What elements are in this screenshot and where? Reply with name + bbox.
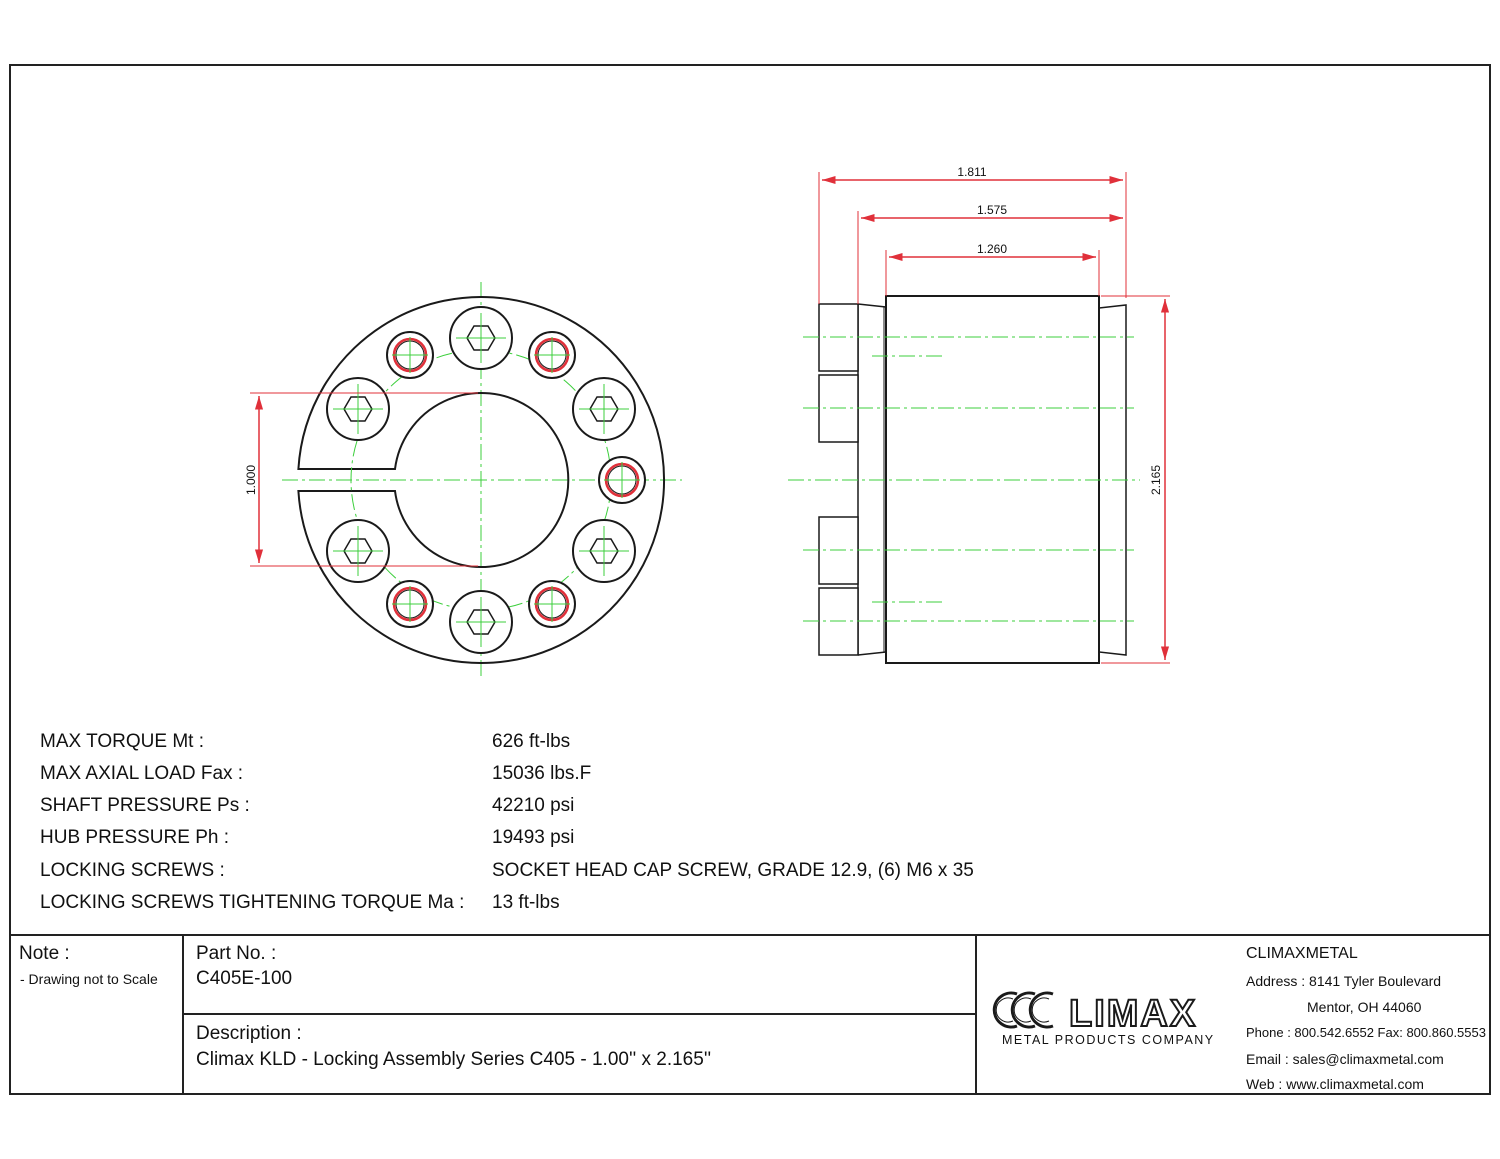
left-taper-top: [858, 304, 886, 307]
threaded-hole-3: [599, 457, 645, 503]
company-address-line1: Address : 8141 Tyler Boulevard: [1246, 973, 1442, 989]
front-view: [244, 282, 682, 680]
company-address-line2: Mentor, OH 44060: [1307, 999, 1422, 1015]
company-name: CLIMAXMETAL: [1246, 945, 1358, 962]
spec-value-tightening-torque: 13 ft-lbs: [492, 892, 560, 913]
threaded-hole-2: [529, 332, 575, 378]
outer-diameter-dimension: [1101, 296, 1170, 663]
locking-screw-6: [450, 591, 512, 653]
spec-label-shaft-pressure: SHAFT PRESSURE Ps :: [40, 795, 250, 816]
title-block-divider-3: [184, 1013, 975, 1015]
part-number-value: C405E-100: [196, 968, 293, 989]
spec-label-max-axial-load: MAX AXIAL LOAD Fax :: [40, 763, 244, 784]
description-value: Climax KLD - Locking Assembly Series C405 - 1.00'' x 2.165'': [196, 1049, 712, 1070]
company-email[interactable]: Email : sales@climaxmetal.com: [1246, 1051, 1444, 1067]
locking-screw-5: [573, 520, 635, 582]
bore-diameter-label: 1.000: [244, 464, 258, 496]
part-number-label: Part No. :: [196, 943, 277, 964]
title-block: [9, 934, 1491, 1095]
side-view: [788, 165, 1170, 663]
locking-screw-4: [327, 520, 389, 582]
hub-length-dimension: [886, 242, 1099, 296]
spec-label-hub-pressure: HUB PRESSURE Ph :: [40, 827, 229, 848]
spec-label-max-torque: MAX TORQUE Mt :: [40, 731, 204, 752]
note-text: - Drawing not to Scale: [20, 971, 158, 987]
locking-screw-2: [327, 378, 389, 440]
locking-screw-3: [573, 378, 635, 440]
title-block-top-border: [9, 934, 1491, 936]
left-taper-bottom: [858, 652, 886, 655]
locking-screw-1: [450, 307, 512, 369]
spec-label-tightening-torque: LOCKING SCREWS TIGHTENING TORQUE Ma :: [40, 892, 465, 913]
mid-length-label: 1.575: [976, 203, 1008, 217]
logo-emblem-icon: [987, 988, 1227, 1034]
overall-length-label: 1.811: [957, 165, 987, 179]
climax-logo: [987, 988, 1227, 1048]
spec-value-shaft-pressure: 42210 psi: [492, 795, 575, 816]
company-web[interactable]: Web : www.climaxmetal.com: [1246, 1076, 1424, 1092]
logo-subtitle: METAL PRODUCTS COMPANY: [1002, 1033, 1215, 1047]
note-label: Note :: [19, 943, 70, 964]
spec-value-locking-screws: SOCKET HEAD CAP SCREW, GRADE 12.9, (6) M6 x 35: [492, 860, 974, 881]
threaded-hole-1: [387, 332, 433, 378]
description-label: Description :: [196, 1023, 302, 1044]
spec-value-hub-pressure: 19493 psi: [492, 827, 575, 848]
title-block-divider-2: [975, 934, 977, 1095]
spec-value-max-axial-load: 15036 lbs.F: [492, 763, 592, 784]
spec-value-max-torque: 626 ft-lbs: [492, 731, 571, 752]
threaded-hole-5: [529, 581, 575, 627]
threaded-hole-4: [387, 581, 433, 627]
logo-wordmark: LIMAX: [1069, 993, 1198, 1034]
spec-label-locking-screws: LOCKING SCREWS :: [40, 860, 225, 881]
hub-length-label: 1.260: [976, 242, 1008, 256]
company-phone-fax: Phone : 800.542.6552 Fax: 800.860.5553: [1246, 1025, 1486, 1040]
outer-diameter-label: 2.165: [1149, 464, 1163, 496]
overall-length-dimension: [819, 165, 1126, 304]
